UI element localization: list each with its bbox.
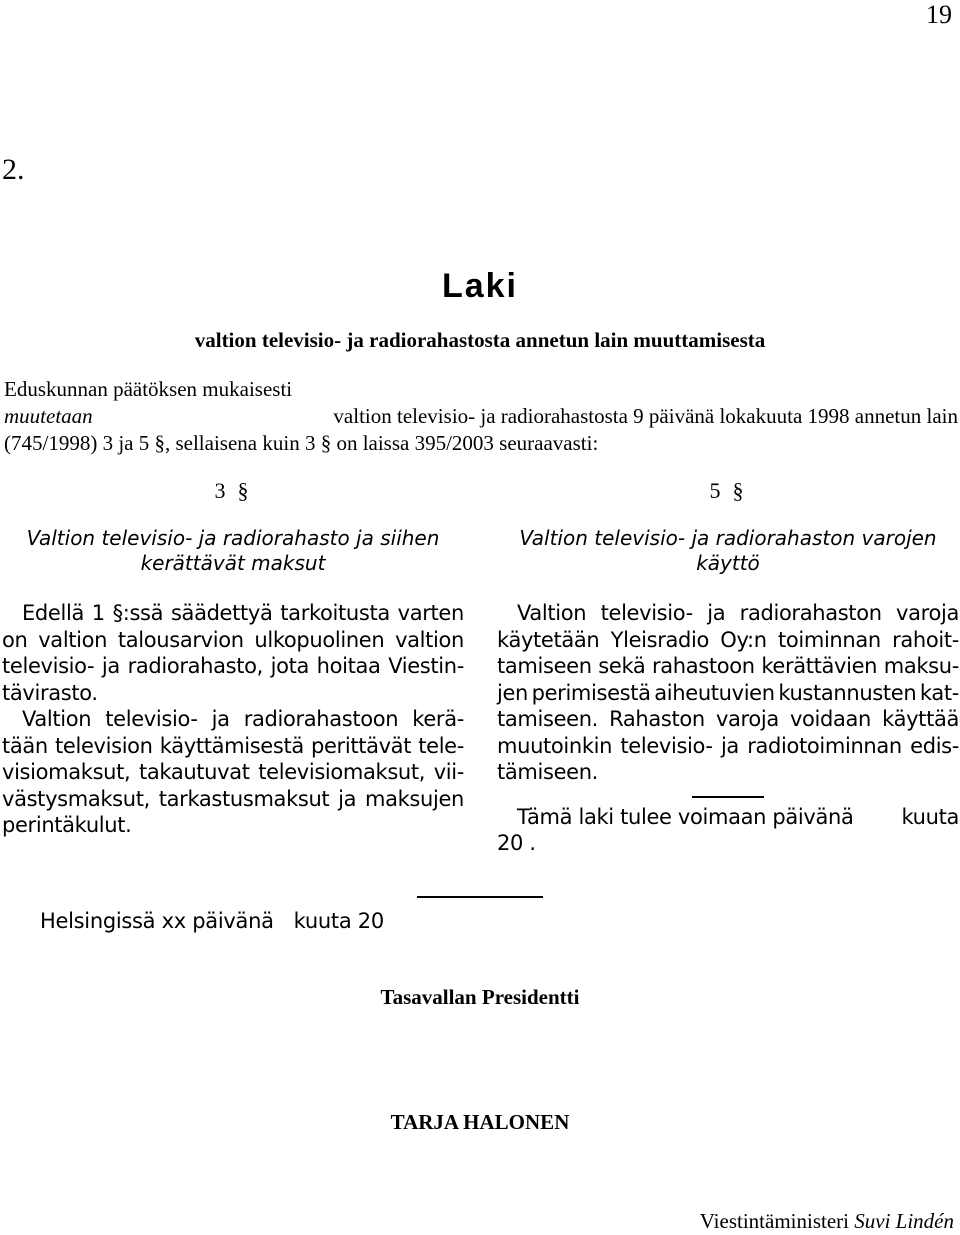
word: käyttämisestä: [159, 733, 304, 758]
word: maksujen: [364, 786, 464, 811]
entry-into-force-month: kuuta: [901, 804, 959, 829]
word: jota: [270, 654, 309, 678]
word: maksu-: [883, 654, 959, 678]
word: tarkastusmaksut: [158, 786, 330, 811]
word: ja: [101, 654, 120, 678]
law-subtitle: valtion televisio- ja radiorahastosta annetun lain muuttamisesta: [194, 328, 766, 352]
section-3-line: [2, 706, 464, 733]
section-3-line: tävirasto.: [2, 680, 98, 705]
separator-rule: [417, 896, 543, 898]
word: tamiseen: [497, 654, 592, 678]
word: tele-: [418, 733, 464, 758]
word: Valtion: [517, 601, 587, 625]
word: valtion: [395, 627, 464, 652]
section-5-line: [497, 600, 959, 627]
word: ja: [338, 786, 357, 811]
section-3-title-line-2: kerättävät maksut: [140, 551, 326, 575]
section-3-title-line-1: Valtion televisio- ja radiorahasto ja siihen: [26, 526, 440, 550]
section-5-line: [497, 706, 959, 733]
section-sign-icon: [234, 479, 252, 503]
section-5-column: [497, 476, 959, 857]
separator-rule: [692, 796, 764, 798]
word: televisio-: [620, 733, 713, 758]
word: rahoit-: [892, 627, 959, 652]
word: radiorahaston: [739, 601, 882, 625]
word: kat-: [919, 680, 959, 705]
preamble: [4, 376, 958, 457]
word: hoitaa: [316, 654, 381, 678]
word: jen: [497, 680, 529, 705]
section-3-heading: [2, 476, 464, 506]
word: Edellä: [22, 601, 84, 625]
word: Rahaston: [609, 707, 705, 731]
preamble-line-2: [4, 403, 958, 430]
word: Viestin-: [388, 654, 464, 678]
entry-into-force-line-2: 20 .: [497, 831, 536, 855]
word: kerättävien: [761, 654, 878, 678]
signing-place-date: Helsingissä xx päivänä: [40, 909, 274, 933]
preamble-line-3: (745/1998) 3 ja 5 §, sellaisena kuin 3 § on laissa 395/2003 seuraavasti:: [4, 431, 599, 455]
signing-place-month: kuuta 20: [293, 909, 384, 933]
word: ulkopuolinen: [254, 627, 385, 652]
preamble-line-2-rest: valtion televisio- ja radiorahastosta 9 päivänä lokakuuta 1998 annetun lain: [333, 404, 958, 428]
word: säädettyä: [170, 601, 273, 625]
section-3-body: [2, 600, 464, 839]
section-5-line: tämiseen.: [497, 760, 599, 784]
section-3-line: [2, 627, 464, 654]
word: perittävät: [311, 733, 412, 758]
word: talousarvion: [117, 627, 244, 652]
section-5-heading: [497, 476, 959, 506]
word: ja: [707, 601, 726, 625]
word: Valtion: [22, 707, 92, 731]
page-number: 19: [926, 0, 952, 29]
president-title: Tasavallan Presidentti: [380, 985, 580, 1009]
svg-text:§: §: [237, 479, 248, 503]
word: television: [55, 733, 153, 758]
word: vii-: [433, 760, 464, 784]
word: valtion: [38, 627, 108, 652]
word: tään: [2, 733, 48, 758]
word: on: [2, 627, 28, 652]
word: radiotoiminnan: [747, 733, 902, 758]
word: televisiomaksut,: [258, 760, 426, 784]
word: varten: [397, 601, 464, 625]
section-3-line: [2, 759, 464, 786]
word: rahastoon: [652, 654, 755, 678]
word: 1: [91, 601, 105, 625]
word: televisio-: [2, 654, 95, 678]
preamble-amend-keyword: muutetaan: [4, 404, 93, 428]
section-sign-icon: [729, 479, 747, 503]
word: aiheutuvien: [654, 680, 775, 705]
section-3-line: perintäkulut.: [2, 813, 132, 837]
word: voidaan: [789, 707, 872, 731]
word: varoja: [896, 601, 959, 625]
preamble-line-1: Eduskunnan päätöksen mukaisesti: [4, 377, 293, 401]
word: takautuvat: [138, 760, 250, 784]
minister-name: Suvi Lindén: [854, 1209, 954, 1233]
word: käytetään: [497, 627, 600, 652]
section-3-title: [2, 526, 464, 576]
word: Yleisradio: [610, 627, 710, 652]
word: ja: [720, 733, 739, 758]
word: toiminnan: [777, 627, 881, 652]
law-title: Laki: [441, 267, 519, 305]
word: Oy:n: [720, 627, 767, 652]
president-name: TARJA HALONEN: [390, 1110, 570, 1134]
section-5-line: [497, 653, 959, 680]
word: televisio-: [105, 707, 198, 731]
word: västysmaksut,: [2, 786, 150, 811]
section-5-number: 5: [709, 478, 721, 503]
word: perimisestä: [531, 680, 651, 705]
entry-into-force-line-1: [497, 804, 959, 831]
section-number: 2.: [2, 153, 25, 186]
word: televisio-: [600, 601, 693, 625]
word: §:ssä: [112, 601, 164, 625]
word: kerä-: [412, 707, 464, 731]
word: käyttää: [882, 707, 959, 731]
word: tarkoitusta: [280, 601, 390, 625]
section-3-line: [2, 600, 464, 627]
minister-title: Viestintäministeri: [699, 1209, 849, 1233]
section-3-number: 3: [214, 478, 226, 503]
section-3-column: [2, 476, 464, 839]
section-5-line: [497, 733, 959, 760]
word: sekä: [598, 654, 646, 678]
section-5-title: [497, 526, 959, 576]
section-3-line: [2, 653, 464, 680]
section-3-line: [2, 786, 464, 813]
word: visiomaksut,: [2, 760, 131, 784]
word: kustannusten: [778, 680, 917, 705]
word: edis-: [910, 733, 959, 758]
word: varoja: [715, 707, 779, 731]
section-5-line: [497, 627, 959, 654]
word: tamiseen.: [497, 707, 599, 731]
word: radiorahastoon: [243, 707, 399, 731]
signing-place: [40, 906, 384, 936]
minister-signature: [700, 1207, 954, 1235]
section-5-body: [497, 600, 959, 857]
section-5-title-line-1: Valtion televisio- ja radiorahaston varojen: [519, 526, 937, 550]
svg-text:§: §: [732, 479, 743, 503]
entry-into-force-text: Tämä laki tulee voimaan päivänä: [517, 804, 854, 829]
word: radiorahasto,: [127, 654, 263, 678]
word: ja: [211, 707, 230, 731]
section-3-line: [2, 733, 464, 760]
word: muutoinkin: [497, 733, 613, 758]
section-5-title-line-2: käyttö: [696, 551, 760, 575]
section-5-line: [497, 680, 959, 707]
